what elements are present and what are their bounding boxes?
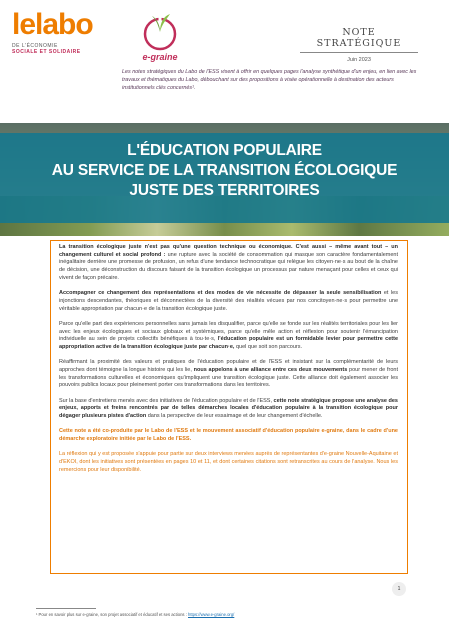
note-label: [300, 27, 418, 63]
paragraph-6-bold: Cette note a été co-produite par le Labo de l'ESS et le mouvement associatif d'éducation populaire e-graine, dans le cadre d'une démarche exploratoire initiée par le Labo de l'ESS.: [59, 428, 398, 443]
page-number: 1: [392, 582, 406, 596]
title-line-3: JUSTE DES TERRITOIRES: [129, 182, 320, 199]
paragraph-1-text: une rupture avec la société de consommation qui masque son caractère fondamentalement inégalitaire derrière une promesse de profusion, un refus d'une tendance technocratique qui relègue les citoyen·ne·s au bout de la chaîne de décision, une déconstruction du discours faisant de la transition écologique un processus par nature menaçant pour celles et ceux qui vivent de façon précaire.: [59, 251, 398, 281]
intro-text: Les notes stratégiques du Labo de l'ESS visent à offrir en quelques pages l'analyse synthétique d'un enjeu, en lien avec les travaux et thématiques du Labo, débouchant sur des propositions à visée opérationnelle à destination des acteurs institutionnels clés concernés¹.: [122, 69, 417, 91]
paragraph-4-end: pour mener de front les transformations culturelles et économiques qu'impliquent une transition écologique juste. Cette alliance doit également associer les pouvoirs publics locaux pour pleinement porter ces transformations dans les territoires.: [59, 366, 398, 389]
note-type-title: NOTE STRATÉGIQUE: [300, 27, 418, 53]
labo-logo-word: lelabo: [12, 8, 93, 41]
paragraph-1-bold: La transition écologique juste n'est pas qu'une question technique ou économique. C'est aussi – même avant tout – un changement culturel et social profond :: [59, 244, 398, 258]
document-title: [0, 141, 449, 201]
paragraph-5-bold: cette note stratégique propose une analyse des enjeux, apports et freins rencontrés par de telles démarches locales d'éducation populaire à la transition écologique pour dégager plusieurs pistes d'action: [59, 397, 398, 420]
paragraph-3-bold: l'éducation populaire est un formidable levier pour permettre cette appropriation active de la transition écologique juste par chacun·e,: [59, 336, 398, 350]
paragraph-3-end: quel que soit son parcours.: [234, 343, 303, 350]
footnote-divider: [36, 608, 96, 609]
paragraph-3: [59, 321, 398, 352]
footnote: [36, 612, 316, 617]
hero-banner: [0, 123, 449, 236]
paragraph-6-credits: [59, 428, 398, 443]
egraine-logo-text: e-graine: [142, 52, 178, 62]
labo-logo-tagline-2: SOCIALE ET SOLIDAIRE: [12, 49, 81, 55]
paragraph-2-bold: Accompagner ce changement des représentations et des modes de vie nécessite de dépasser la seule sensibilisation: [59, 290, 382, 297]
paragraph-1: [59, 244, 398, 283]
note-date: Juin 2023: [347, 57, 371, 63]
title-line-2: AU SERVICE DE LA TRANSITION ÉCOLOGIQUE: [51, 162, 398, 179]
paragraph-2-text: et les injonctions descendantes, théoriques et déconnectées de la diversité des réalités vécues par nos concitoyen·ne·s pour permettre une véritable appropriation par chacun·e de la transition écologique juste.: [59, 290, 398, 312]
paragraph-4: [59, 359, 398, 390]
labo-ess-logo: [12, 10, 112, 66]
egraine-logo: [130, 8, 190, 70]
paragraph-4-start: Réaffirmant la proximité des valeurs et pratiques de l'éducation populaire et de l'ESS et insistant sur la complémentarité de leurs approches dont témoigne la longue histoire qui les lie,: [59, 359, 398, 373]
document-header: [0, 0, 449, 122]
summary-content: [59, 244, 398, 482]
footnote-text: ¹ Pour en savoir plus sur e-graine, son projet associatif et éducatif et ses actions :: [36, 612, 188, 617]
paragraph-3-start: Parce qu'elle part des expériences personnelles sans jamais les disqualifier, parce qu'elle se fonde sur les réalités territoriales pour les lier avec les enjeux écologiques et sociaux globaux et systémiques, parce qu'elle mêle action et réflexion pour soutenir l'émancipation individuelle au sein de projets collectifs bénéfiques à tou·te·s,: [59, 320, 398, 343]
paragraph-2: [59, 290, 398, 313]
footnote-link[interactable]: https://www.e-graine.org/: [188, 612, 235, 617]
paragraph-4-bold: nous appelons à une alliance entre ces deux mouvements: [193, 366, 348, 373]
paragraph-5: [59, 398, 398, 421]
paragraph-7-acknowledgements: La réflexion qui y est proposée s'appuie pour partie sur deux interviews menées auprès de représentantes d'e-graine Nouvelle-Aquitaine et d'EKOI, dont les initiatives sont présentées en pages 10 et 11, et dont certaines citations sont retranscrites au cours de l'analyse. Nous les remercions pour leur disponibilité.: [59, 451, 398, 473]
labo-logo-tagline-1: DE L'ÉCONOMIE: [12, 43, 58, 49]
title-line-1: L'ÉDUCATION POPULAIRE: [127, 142, 322, 159]
egraine-power-icon: [140, 8, 180, 54]
paragraph-5-start: Sur la base d'entretiens menés avec des initiatives de l'éducation populaire et de l'ESS,: [59, 397, 274, 404]
paragraph-5-end: dans la perspective de leur essaimage et de leur changement d'échelle.: [146, 413, 323, 420]
